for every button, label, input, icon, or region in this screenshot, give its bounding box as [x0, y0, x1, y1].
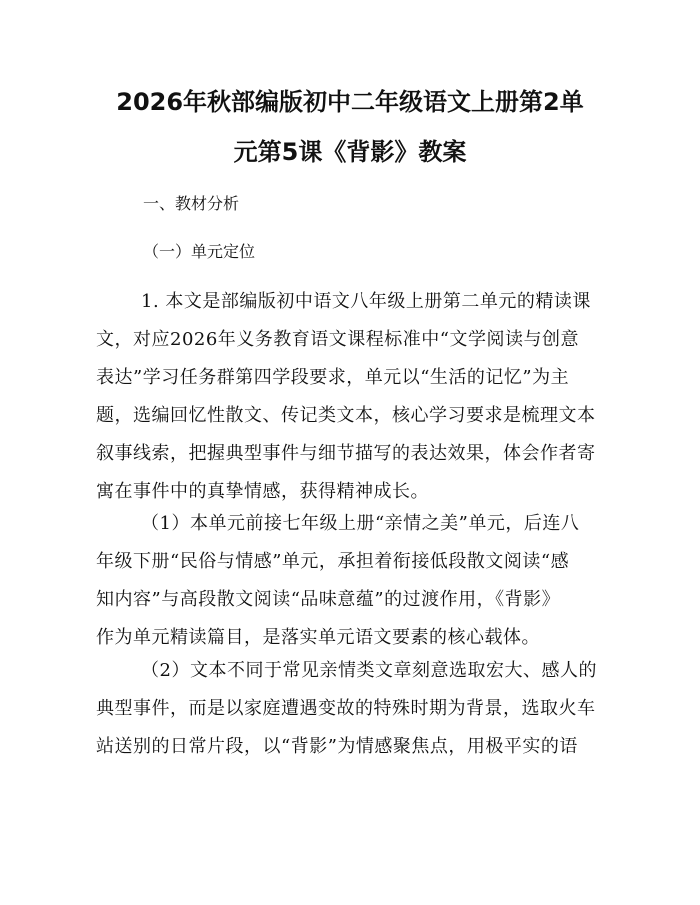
paragraph-line: 年级下册“民俗与情感”单元，承担着衔接低段散文阅读“感	[96, 551, 570, 572]
paragraph-line: 表达”学习任务群第四学段要求，单元以“生活的记忆”为主	[96, 367, 570, 388]
subsection-heading: （一）单元定位	[143, 242, 256, 261]
document-title-line-1: 2026年秋部编版初中二年级语文上册第2单	[116, 88, 584, 116]
paragraph-line: 1. 本文是部编版初中语文八年级上册第二单元的精读课	[141, 291, 591, 312]
paragraph-line: 知内容”与高段散文阅读“品味意蕴”的过渡作用，《背影》	[96, 589, 561, 610]
paragraph-line: 典型事件，而是以家庭遭遇变故的特殊时期为背景，选取火车	[96, 698, 596, 719]
paragraph-line: 文，对应2026年义务教育语文课程标准中“文学阅读与创意	[96, 329, 580, 350]
paragraph-3	[96, 652, 606, 766]
paragraph-2	[96, 505, 606, 657]
paragraph-line: 叙事线索，把握典型事件与细节描写的表达效果，体会作者寄	[96, 443, 596, 464]
section-heading: 一、教材分析	[143, 194, 240, 213]
paragraph-line: 站送别的日常片段，以“背影”为情感聚焦点，用极平实的语	[96, 736, 578, 757]
paragraph-1	[96, 283, 606, 511]
paragraph-line: 作为单元精读篇目，是落实单元语文要素的核心载体。	[96, 627, 540, 648]
paragraph-line: 题，选编回忆性散文、传记类文本，核心学习要求是梳理文本	[96, 405, 596, 426]
paragraph-line: 寓在事件中的真挚情感，获得精神成长。	[96, 481, 429, 502]
paragraph-line: （1）本单元前接七年级上册“亲情之美”单元，后连八	[141, 513, 580, 534]
paragraph-line: （2）文本不同于常见亲情类文章刻意选取宏大、感人的	[141, 660, 597, 681]
document-title-line-2: 元第5课《背影》教案	[233, 138, 467, 166]
